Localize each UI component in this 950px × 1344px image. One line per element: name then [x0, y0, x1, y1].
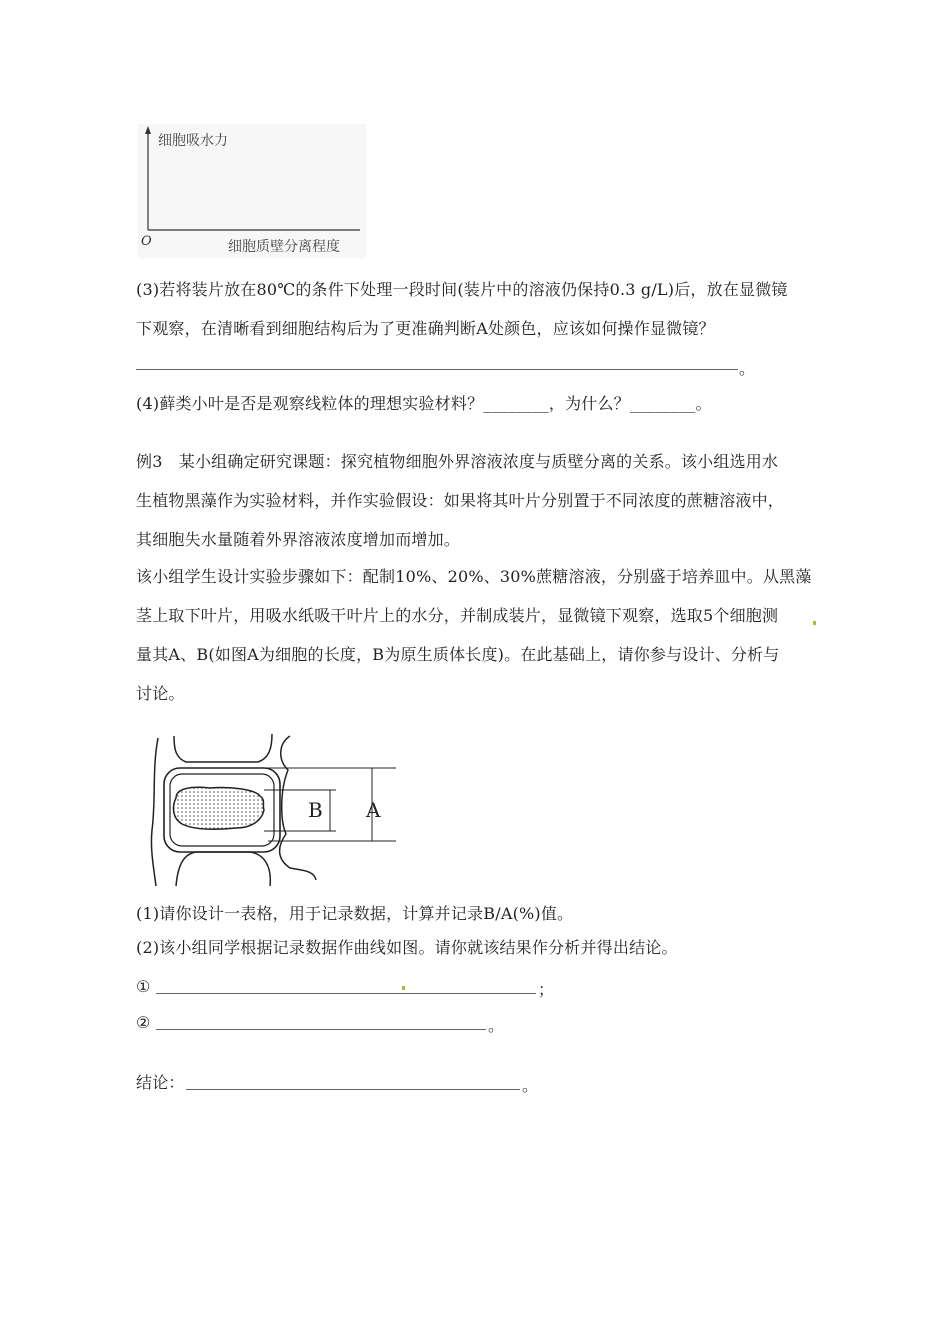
- top-cell-wall: [174, 734, 272, 762]
- y-axis-arrow: [145, 126, 151, 134]
- item-2-mark: ②: [136, 1013, 151, 1032]
- item-1-mark: ①: [136, 977, 151, 996]
- q3-end-mark: 。: [739, 359, 756, 378]
- label-a: A: [366, 798, 381, 822]
- q3-line-1: (3)若将装片放在80℃的条件下处理一段时间(装片中的溶液仍保持0.3 g/L)后，放在显微镜: [136, 280, 788, 299]
- question-1: (1)请你设计一表格，用于记录数据，计算并记录B/A(%)值。: [136, 904, 574, 923]
- protoplast: [174, 787, 264, 829]
- left-cell-wall: [151, 738, 158, 886]
- example3-p2-line-3: 量其A、B(如图A为细胞的长度，B为原生质体长度)。在此基础上，请你参与设计、分析与: [136, 645, 780, 664]
- example3-p2-line-1: 该小组学生设计实验步骤如下：配制10%、20%、30%蔗糖溶液，分别盛于培养皿中。从黑藻: [136, 567, 812, 586]
- chart-y-label: 细胞吸水力: [158, 133, 228, 149]
- example3-p2-line-4: 讨论。: [136, 684, 185, 703]
- bottom-cell-wall: [176, 852, 270, 886]
- item-1-blank: [156, 993, 536, 994]
- item-2-blank: [156, 1029, 486, 1030]
- label-b: B: [308, 798, 323, 822]
- conclusion-blank: [186, 1089, 520, 1090]
- item-1-marker-dot: [402, 986, 405, 990]
- cell-diagram: [140, 730, 400, 890]
- marker-dot: [813, 621, 816, 625]
- example3-p1-line-3: 其细胞失水量随着外界溶液浓度增加而增加。: [136, 530, 461, 549]
- question-2: (2)该小组同学根据记录数据作曲线如图。请你就该结果作分析并得出结论。: [136, 938, 678, 957]
- example3-p1-line-1: 例3 某小组确定研究课题：探究植物细胞外界溶液浓度与质壁分离的关系。该小组选用水: [136, 452, 779, 471]
- chart-origin-label: O: [141, 234, 152, 249]
- chart-x-label: 细胞质壁分离程度: [228, 239, 340, 255]
- q4-line: (4)藓类小叶是否是观察线粒体的理想实验材料？________，为什么？________。: [136, 394, 712, 413]
- q3-answer-blank: [136, 369, 738, 370]
- cell-figure: [140, 730, 400, 890]
- conclusion-label: 结论：: [136, 1073, 185, 1092]
- example3-p2-line-2: 茎上取下叶片，用吸水纸吸干叶片上的水分，并制成装片，显微镜下观察，选取5个细胞测: [136, 606, 779, 625]
- conclusion-end: 。: [522, 1076, 539, 1095]
- q3-line-2: 下观察，在清晰看到细胞结构后为了更准确判断A处颜色，应该如何操作显微镜？: [136, 319, 715, 338]
- example3-p1-line-2: 生植物黑藻作为实验材料，并作实验假设：如果将其叶片分别置于不同浓度的蔗糖溶液中，: [136, 491, 785, 510]
- item-1-end: ；: [538, 980, 555, 999]
- item-2-end: 。: [488, 1016, 505, 1035]
